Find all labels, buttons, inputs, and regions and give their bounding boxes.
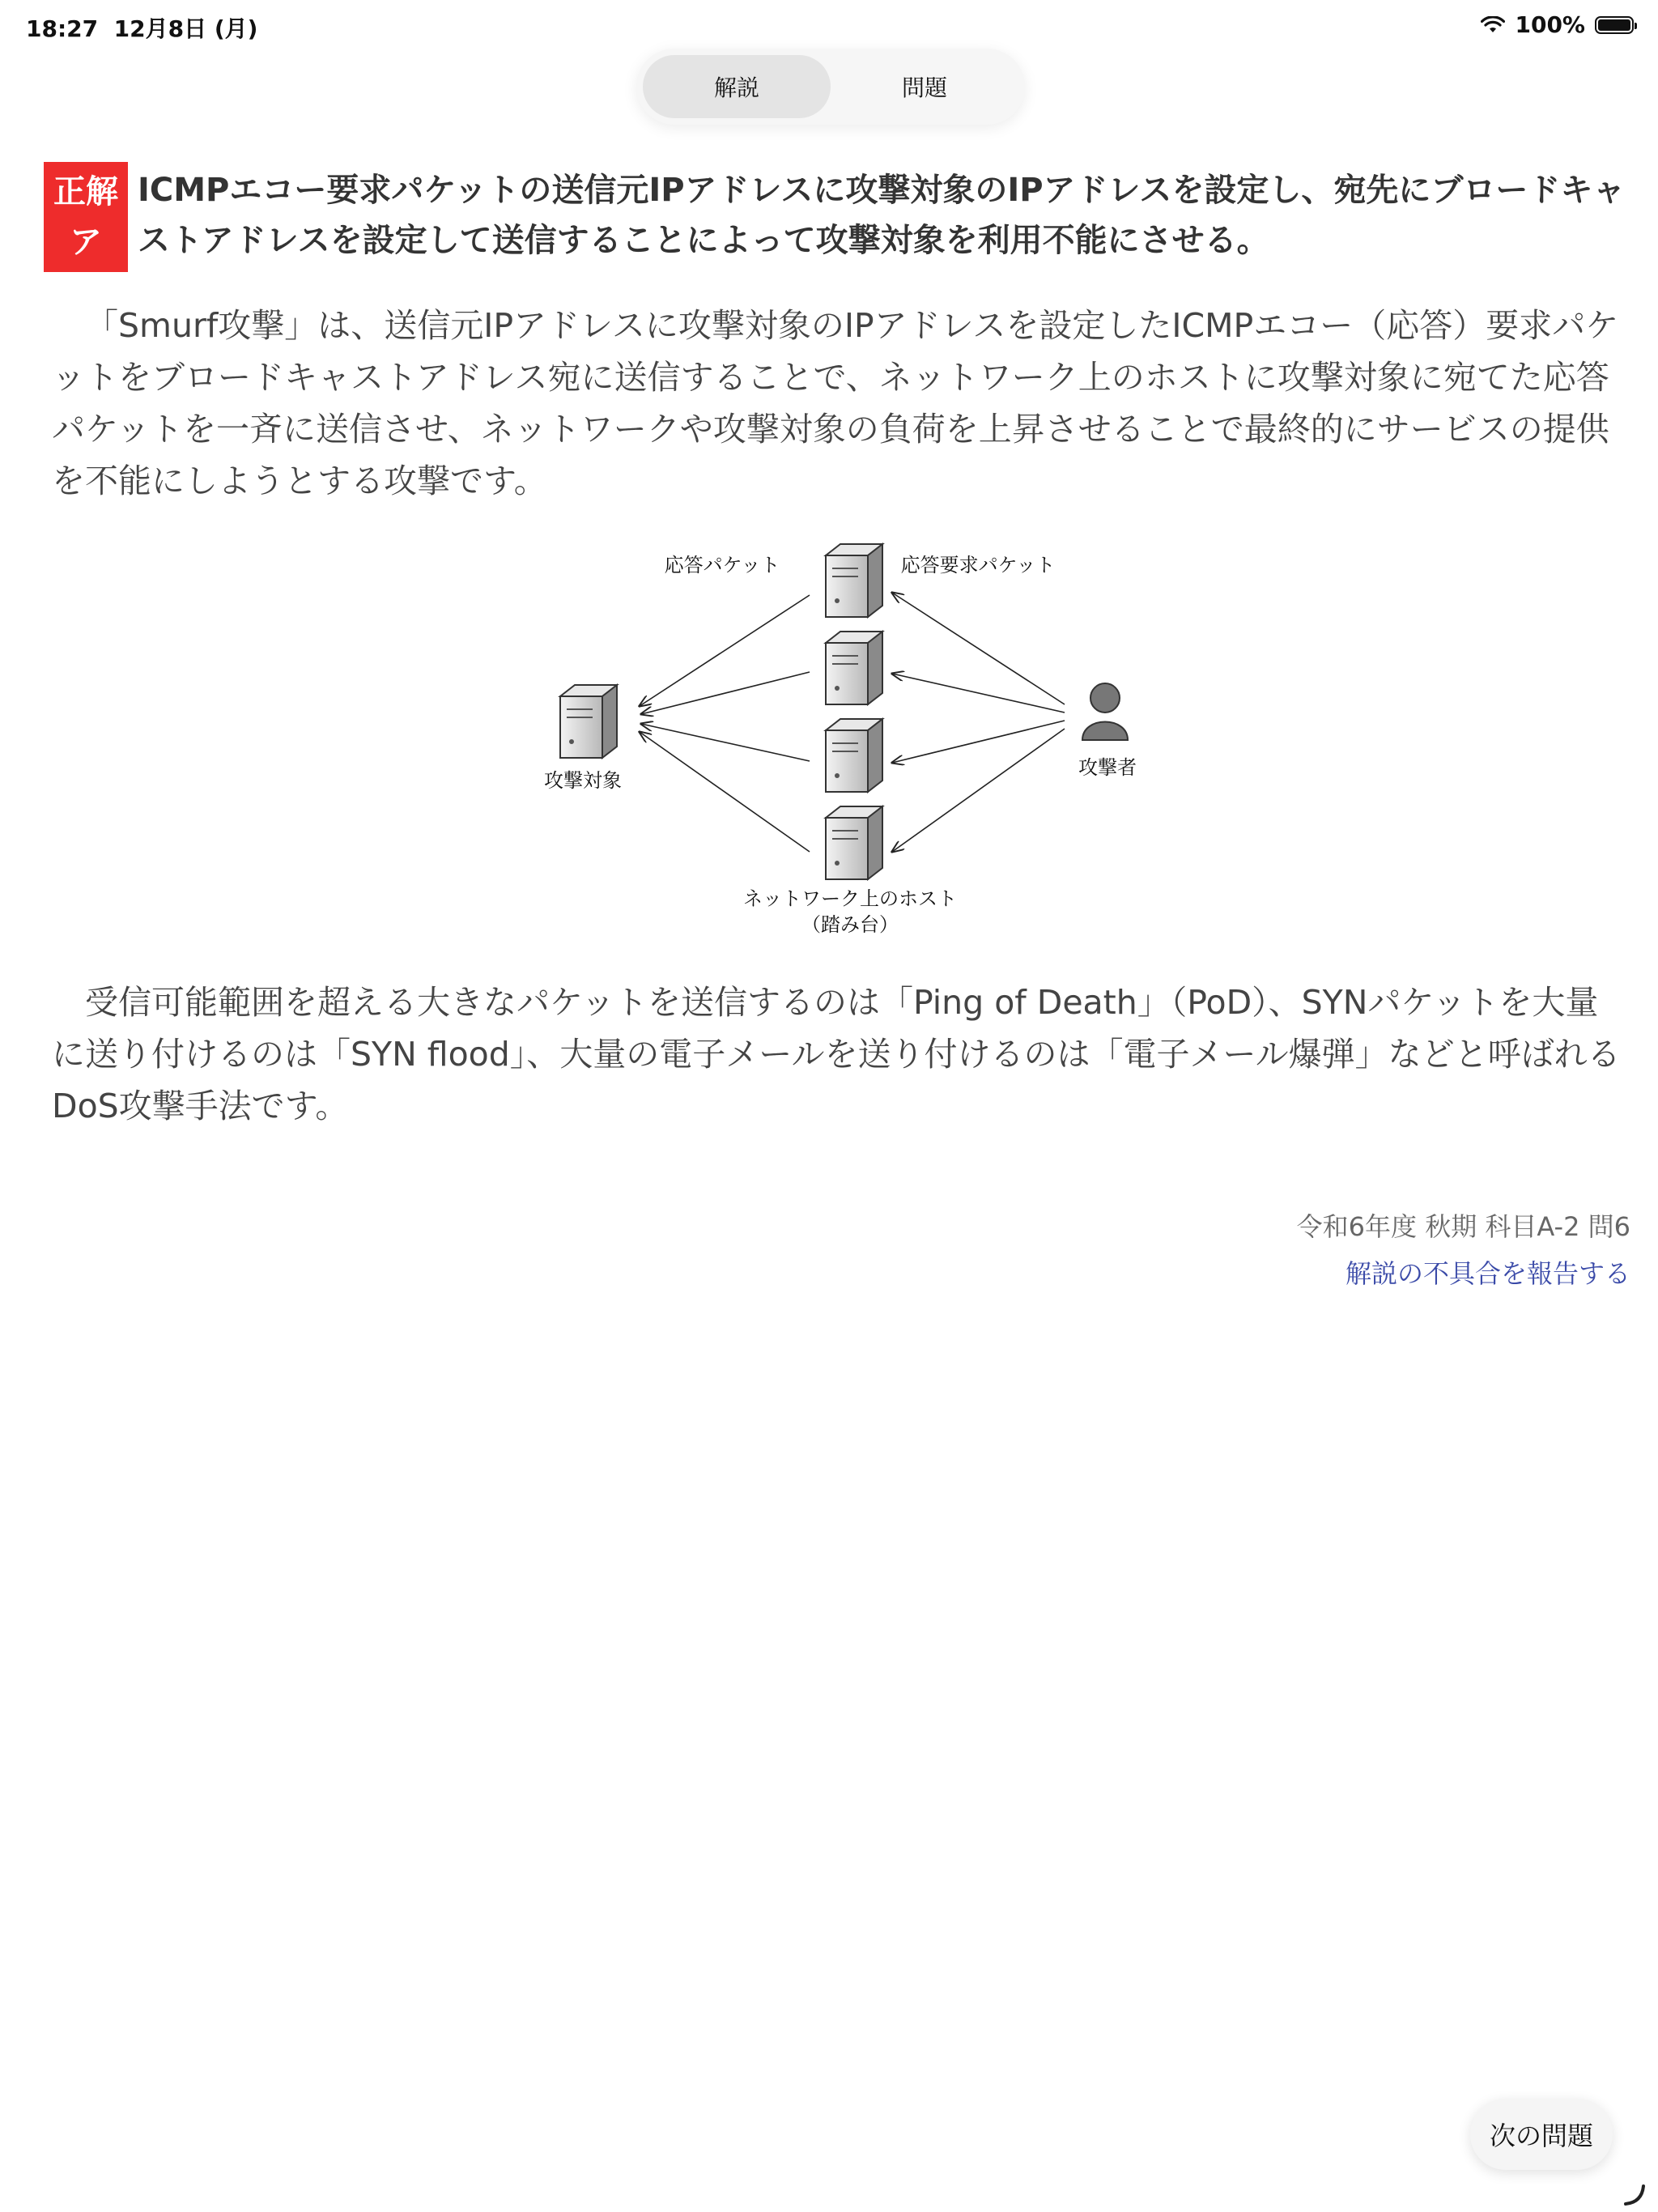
next-question-button[interactable]: 次の問題	[1470, 2099, 1613, 2170]
host-server-2-icon	[826, 632, 882, 704]
request-packet-label: 応答要求パケット	[900, 554, 1056, 576]
tab-explanation[interactable]: 解説	[643, 55, 831, 118]
badge-choice: ア	[70, 223, 102, 261]
request-arrows	[892, 593, 1065, 852]
explanation-paragraph-1: 「Smurf攻撃」は、送信元IPアドレスに攻撃対象のIPアドレスを設定したICMPエコー（応答）要求パケットをブロードキャストアドレス宛に送信することで、ネットワーク上のホストに攻撃対象に宛てた応答パケットを一斉に送信させ、ネットワークや攻撃対象の負荷を上昇させることで最終的にサービスの提供を不能にしようとする攻撃です。	[52, 306, 1619, 500]
target-server-icon	[560, 685, 617, 758]
attacker-label: 攻撃者	[1078, 756, 1137, 779]
tab-question[interactable]: 問題	[901, 74, 947, 101]
battery-percent: 100%	[1515, 11, 1585, 38]
status-time: 18:27	[26, 15, 99, 42]
status-indicators	[1481, 11, 1634, 38]
explanation-paragraph-2: 受信可能範囲を超える大きなパケットを送信するのは「Ping of Death」（PoD）、SYNパケットを大量に送り付けるのは「SYN flood」、大量の電子メールを送り付けるのは「電子メール爆弾」などと呼ばれるDoS攻撃手法です。	[52, 983, 1621, 1125]
attacker-person-icon	[1082, 683, 1128, 740]
report-issue-link[interactable]: 解説の不具合を報告する	[1345, 1258, 1630, 1289]
wifi-icon	[1481, 16, 1505, 34]
host-server-3-icon	[826, 719, 882, 792]
badge-label: 正解	[53, 173, 118, 211]
correct-answer-badge	[44, 162, 128, 272]
hosts-label: ネットワーク上のホスト	[743, 887, 957, 910]
response-packet-label: 応答パケット	[664, 554, 780, 576]
hosts-sublabel: （踏み台）	[801, 913, 899, 936]
status-time-date	[26, 11, 257, 44]
smurf-attack-diagram	[486, 526, 1166, 947]
host-server-1-icon	[826, 544, 882, 617]
host-server-4-icon	[826, 806, 882, 879]
question-source: 令和6年度 秋期 科目A-2 問6	[1296, 1211, 1630, 1242]
status-date: 12月8日 (月)	[113, 15, 258, 42]
resize-handle-icon[interactable]	[1622, 2183, 1647, 2207]
view-switcher	[636, 49, 1025, 125]
target-label: 攻撃対象	[544, 769, 622, 792]
battery-icon	[1595, 16, 1634, 34]
response-arrows	[640, 595, 810, 852]
correct-answer-text: ICMPエコー要求パケットの送信元IPアドレスに攻撃対象のIPアドレスを設定し、宛先にブロードキャストアドレスを設定して送信することによって攻撃対象を利用不能にさせる。	[138, 172, 1626, 259]
